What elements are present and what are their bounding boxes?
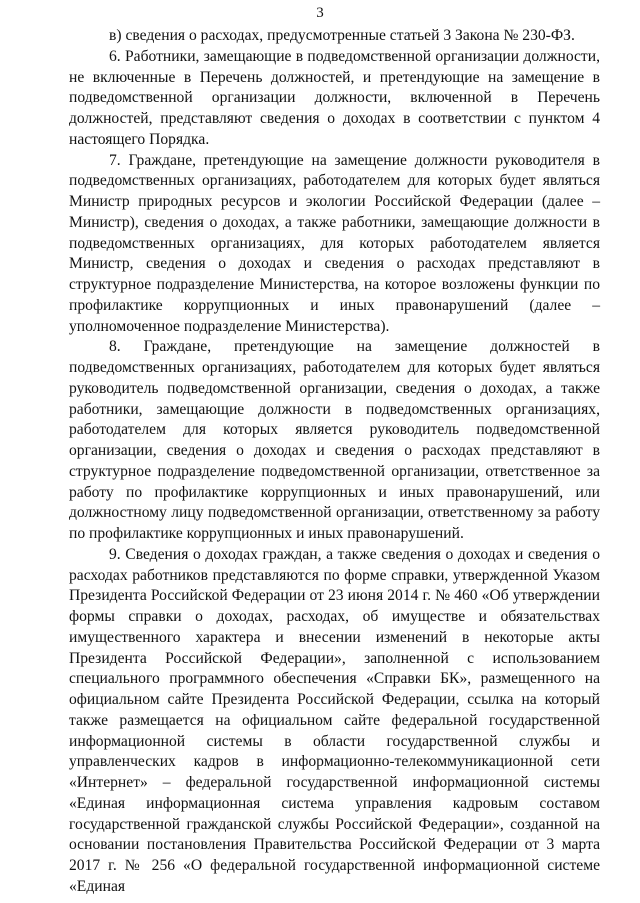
paragraph-8: 8. Граждане, претендующие на замещение должностей в подведомственных организациях, работодателем для которых будет являться руководитель подведомственной организации, сведения о доходах, а также работники, замещающие должности в подведомственных организациях, работодателем для которых является руководитель подведомственной организации, сведения о доходах и сведения о расходах представляют в структурное подразделение подведомственной организации, ответственное за работу по профилактике коррупционных и иных правонарушений, или должностному лицу подведомственной организации, ответственному за работу по профилактике коррупционных и иных правонарушений. [69, 338, 600, 542]
paragraph-6: 6. Работники, замещающие в подведомственной организации должности, не включенные в Перечень должностей, и претендующие на замещение в подведомственной организации должности, включенной в Перечень должностей, представляют сведения о доходах в соответствии с пунктом 4 настоящего Порядка. [69, 47, 600, 148]
page-number: 3 [316, 5, 324, 21]
paragraph-item-v: в) сведения о расходах, предусмотренные статьей 3 Закона № 230-ФЗ. [109, 27, 575, 44]
document-body [69, 26, 600, 898]
paragraph-9: 9. Сведения о доходах граждан, а также сведения о доходах и сведения о расходах работников представляются по форме справки, утвержденной Указом Президента Российской Федерации от 23 июня 2014 г. № 460 «Об утверждении формы справки о доходах, расходах, об имуществе и обязательствах имущественного характера и внесении изменений в некоторые акты Президента Российской Федерации», заполненной с использованием специального программного обеспечения «Справки БК», размещенного на официальном сайте Президента Российской Федерации, ссылка на который также размещается на официальном сайте федеральной государственной информационной системы в области государственной службы и управленческих кадров в информационно-телекоммуникационной сети «Интернет» – федеральной государственной информационной системы «Единая информационная система управления кадровым составом государственной гражданской службы Российской Федерации», созданной на основании постановления Правительства Российской Федерации от 3 марта 2017 г. № 256 «О федеральной государственной информационной системе «Единая [69, 545, 600, 895]
paragraph-7: 7. Граждане, претендующие на замещение должности руководителя в подведомственных организациях, работодателем для которых будет являться Министр природных ресурсов и экологии Российской Федерации (далее – Министр), сведения о доходах, а также работники, замещающие должности в подведомственных организациях, для которых работодателем является Министр, сведения о доходах и сведения о расходах представляют в структурное подразделение Министерства, на которое возложены функции по профилактике коррупционных и иных правонарушений (далее – уполномоченное подразделение Министерства). [69, 151, 600, 335]
